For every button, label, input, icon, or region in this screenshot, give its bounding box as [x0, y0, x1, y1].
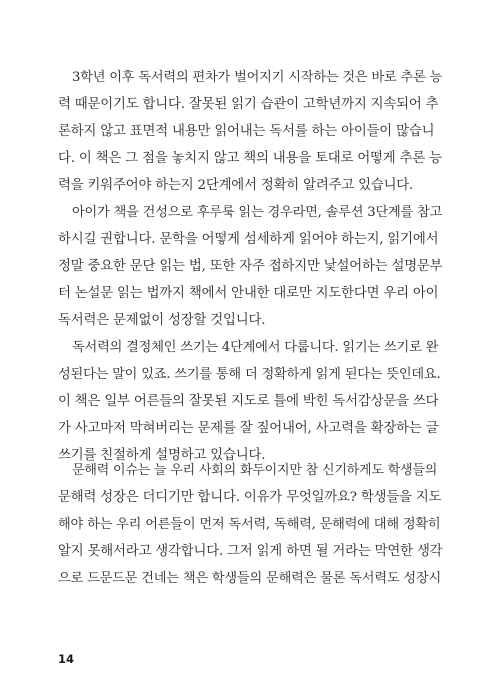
text-line: 문해력 성장은 더디기만 합니다. 이유가 무엇일까요? 학생들을 지도: [58, 490, 442, 505]
text-line: 다. 이 책은 그 점을 놓치지 않고 책의 내용을 토대로 어떻게 추론 능: [58, 151, 442, 166]
text-line: 하시길 권합니다. 문학을 어떻게 섬세하게 읽어야 하는지, 읽기에서: [58, 232, 439, 247]
text-line: 력을 키워주어야 하는지 2단계에서 정확히 알려주고 있습니다.: [58, 178, 414, 193]
text-line: 이 책은 일부 어른들의 잘못된 지도로 틀에 박힌 독서감상문을 쓰다: [58, 394, 439, 409]
paragraph-reasoning: [58, 64, 442, 199]
paragraph-writing: [58, 334, 442, 469]
text-line: 독서력의 결정체인 쓰기는 4단계에서 다룹니다. 읽기는 쓰기로 완: [72, 340, 439, 355]
body-text-top: [58, 64, 442, 469]
text-line: 으로 드문드문 건네는 책은 학생들의 문해력은 물론 독서력도 성장시: [58, 571, 442, 586]
paragraph-reading-methods: [58, 199, 442, 334]
text-line: 문해력 이슈는 늘 우리 사회의 화두이지만 참 신기하게도 학생들의: [72, 463, 438, 478]
text-line: 가 사고마저 막혀버리는 문제를 잘 짚어내어, 사고력을 확장하는 글: [58, 421, 439, 436]
text-line: 3학년 이후 독서력의 편차가 벌어지기 시작하는 것은 바로 추론 능: [72, 70, 443, 85]
body-text-bottom: [58, 457, 442, 592]
text-line: 독서력은 문제없이 성장할 것입니다.: [58, 313, 266, 328]
text-line: 아이가 책을 건성으로 후루룩 읽는 경우라면, 솔루션 3단계를 참고: [72, 205, 443, 220]
text-line: 력 때문이기도 합니다. 잘못된 읽기 습관이 고학년까지 지속되어 추: [58, 97, 439, 112]
paragraph-literacy: [58, 457, 442, 592]
text-line: 성된다는 말이 있죠. 쓰기를 통해 더 정확하게 읽게 된다는 뜻인데요.: [58, 367, 441, 382]
text-line: 쓰기를 친절하게 설명하고 있습니다.: [58, 448, 266, 463]
text-line: 정말 중요한 문단 읽는 법, 또한 자주 접하지만 낯설어하는 설명문부: [58, 259, 443, 274]
page-number: 14: [58, 652, 75, 666]
text-line: 알지 못해서라고 생각합니다. 그저 읽게 하면 될 거라는 막연한 생각: [58, 544, 443, 559]
text-line: 론하지 않고 표면적 내용만 읽어내는 독서를 하는 아이들이 많습니: [58, 124, 435, 139]
text-line: 터 논설문 읽는 법까지 책에서 안내한 대로만 지도한다면 우리 아이: [58, 286, 439, 301]
text-line: 해야 하는 우리 어른들이 먼저 독서력, 독해력, 문해력에 대해 정확히: [58, 517, 441, 532]
